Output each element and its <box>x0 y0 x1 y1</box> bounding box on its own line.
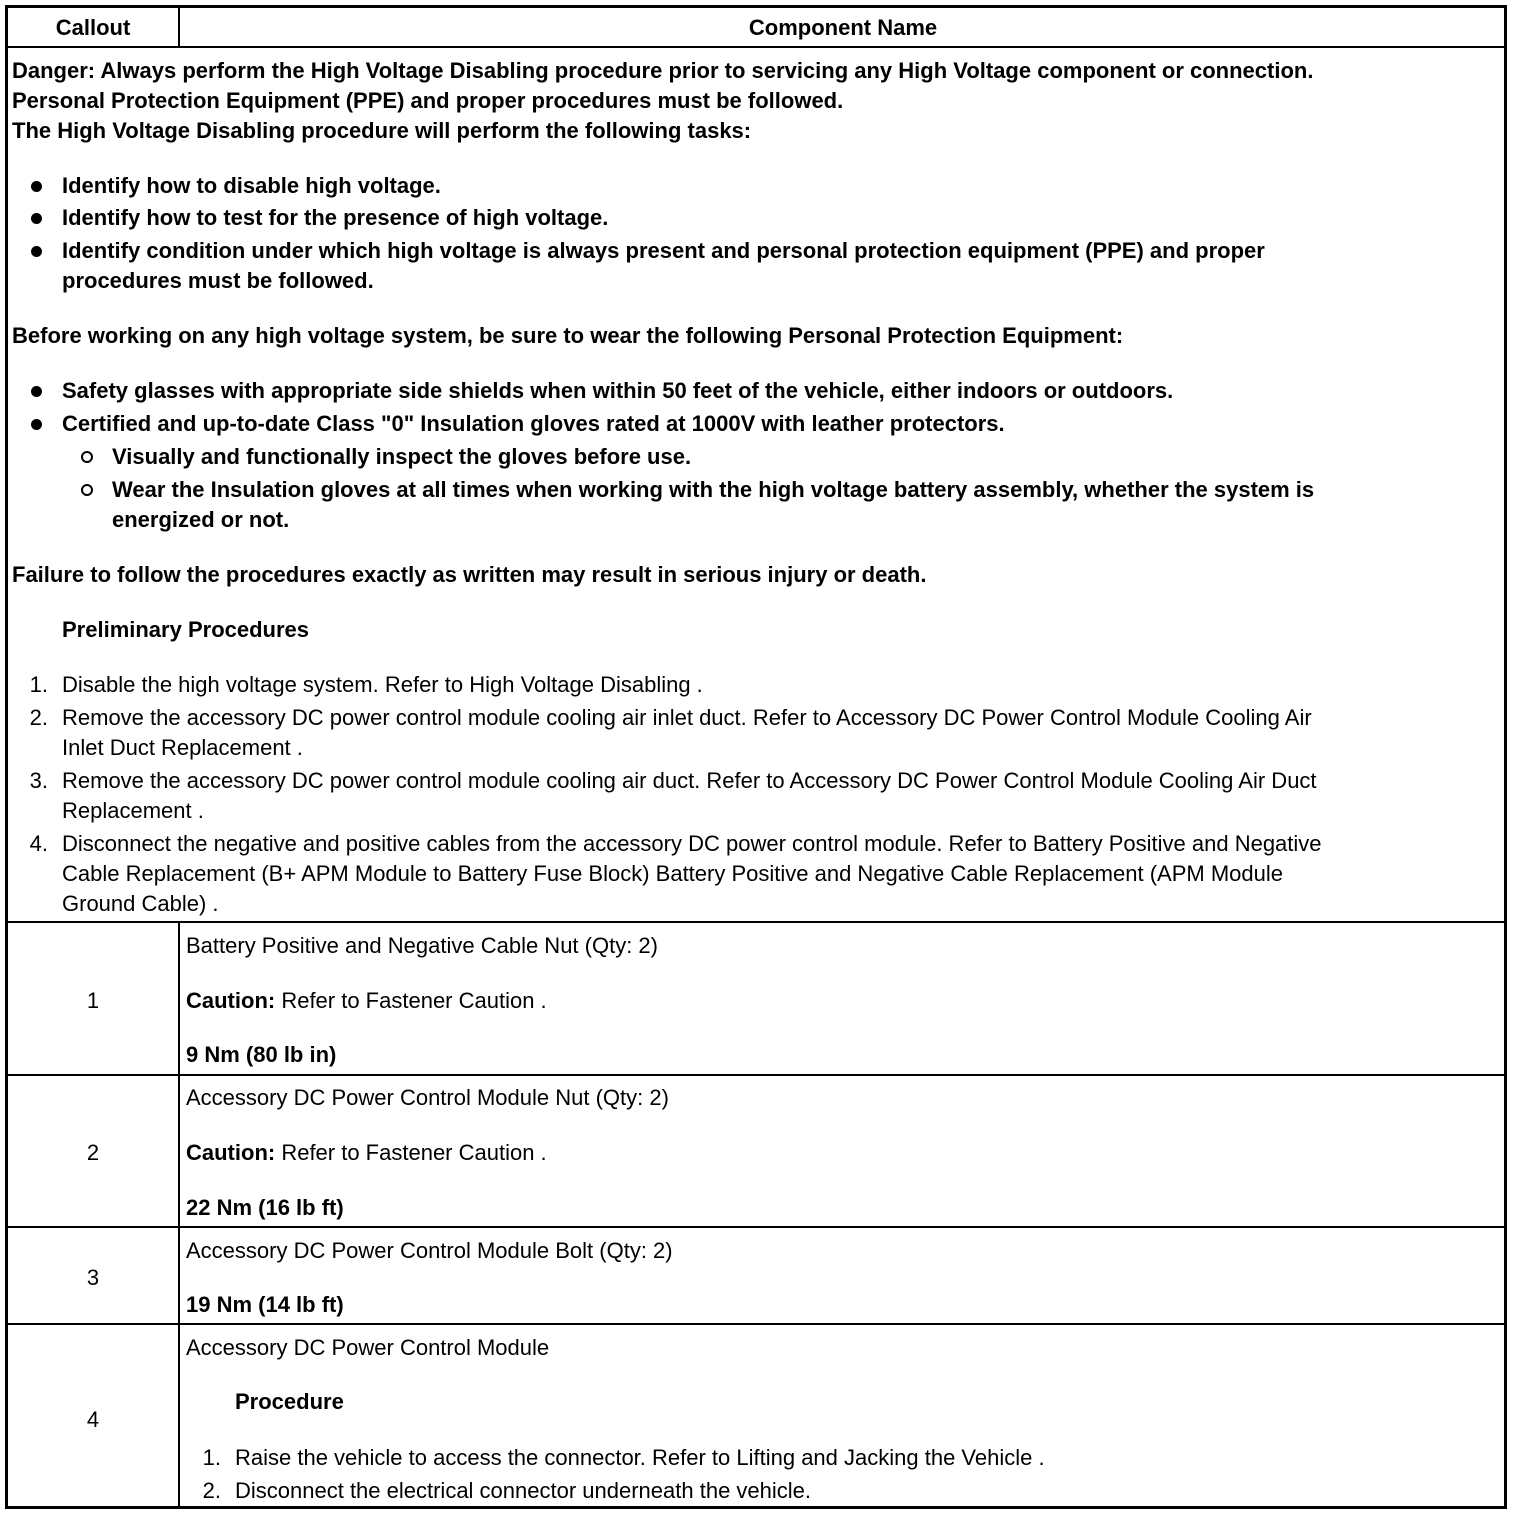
danger-line: The High Voltage Disabling procedure will perform the following tasks: <box>12 118 752 143</box>
bullet-icon <box>31 246 42 257</box>
step-number: 1. <box>29 672 48 697</box>
header-component-name: Component Name <box>748 15 938 40</box>
danger-line: Danger: Always perform the High Voltage Disabling procedure prior to servicing any High Voltage component or connection. <box>12 58 1314 83</box>
header-divider <box>8 46 1504 48</box>
callout-number: 4 <box>86 1407 100 1432</box>
caution-text: Refer to Fastener Caution . <box>275 1140 547 1165</box>
failure-warning: Failure to follow the procedures exactly as written may result in serious injury or death. <box>12 562 927 587</box>
preliminary-heading: Preliminary Procedures <box>62 617 310 642</box>
preamble-divider <box>8 921 1504 923</box>
step-text: Cable Replacement (B+ APM Module to Battery Fuse Block) Battery Positive and Negative Cable Replacement (APM Module <box>62 861 1283 886</box>
sub-bullet-icon <box>81 451 93 463</box>
row-2-divider <box>8 1226 1504 1228</box>
bullet-icon <box>31 181 42 192</box>
caution-text: Refer to Fastener Caution . <box>275 988 547 1013</box>
sub-list-item: Visually and functionally inspect the gloves before use. <box>112 444 692 469</box>
step-number: 3. <box>29 768 48 793</box>
caution-note <box>186 986 547 1016</box>
step-number: 1. <box>202 1445 221 1470</box>
step-text: Disconnect the negative and positive cables from the accessory DC power control module. Refer to Battery Positive and Negative <box>62 831 1322 856</box>
step-text: Raise the vehicle to access the connector. Refer to Lifting and Jacking the Vehicle . <box>235 1445 1045 1470</box>
step-text: Disable the high voltage system. Refer to High Voltage Disabling . <box>62 672 703 697</box>
sub-list-item: Wear the Insulation gloves at all times when working with the high voltage battery assembly, whether the system is <box>112 477 1315 502</box>
list-item: Identify condition under which high voltage is always present and personal protection equipment (PPE) and proper <box>62 238 1265 263</box>
danger-line: Personal Protection Equipment (PPE) and proper procedures must be followed. <box>12 88 844 113</box>
caution-note <box>186 1138 547 1168</box>
callout-number: 3 <box>86 1265 100 1290</box>
rows-column-divider <box>178 921 180 1508</box>
ppe-intro: Before working on any high voltage system, be sure to wear the following Personal Protection Equipment: <box>12 323 1124 348</box>
component-name: Accessory DC Power Control Module Bolt (Qty: 2) <box>186 1238 673 1263</box>
step-number: 2. <box>29 705 48 730</box>
header-callout: Callout <box>55 15 131 40</box>
torque-spec: 22 Nm (16 lb ft) <box>186 1195 344 1220</box>
sub-bullet-icon <box>81 484 93 496</box>
list-item: Identify how to test for the presence of high voltage. <box>62 205 609 230</box>
component-name: Battery Positive and Negative Cable Nut (Qty: 2) <box>186 933 658 958</box>
row-1-divider <box>8 1074 1504 1076</box>
step-text: Inlet Duct Replacement . <box>62 735 303 760</box>
step-number: 4. <box>29 831 48 856</box>
step-number: 2. <box>202 1478 221 1503</box>
component-name: Accessory DC Power Control Module Nut (Qty: 2) <box>186 1085 669 1110</box>
procedure-heading: Procedure <box>235 1389 344 1414</box>
step-text: Replacement . <box>62 798 204 823</box>
caution-label: Caution: <box>186 1140 276 1165</box>
step-text: Remove the accessory DC power control module cooling air inlet duct. Refer to Accessory DC Power Control Module Cooling Air <box>62 705 1312 730</box>
sub-list-item-continuation: energized or not. <box>112 507 290 532</box>
torque-spec: 9 Nm (80 lb in) <box>186 1042 337 1067</box>
caution-label: Caution: <box>186 988 276 1013</box>
list-item-continuation: procedures must be followed. <box>62 268 374 293</box>
list-item: Safety glasses with appropriate side shields when within 50 feet of the vehicle, either indoors or outdoors. <box>62 378 1174 403</box>
list-item: Certified and up-to-date Class "0" Insulation gloves rated at 1000V with leather protectors. <box>62 411 1005 436</box>
callout-number: 1 <box>86 988 100 1013</box>
bullet-icon <box>31 386 42 397</box>
bullet-icon <box>31 419 42 430</box>
step-text: Disconnect the electrical connector underneath the vehicle. <box>235 1478 812 1503</box>
torque-spec: 19 Nm (14 lb ft) <box>186 1292 344 1317</box>
list-item: Identify how to disable high voltage. <box>62 173 441 198</box>
step-text: Remove the accessory DC power control module cooling air duct. Refer to Accessory DC Power Control Module Cooling Air Duct <box>62 768 1317 793</box>
row-3-divider <box>8 1323 1504 1325</box>
component-name: Accessory DC Power Control Module <box>186 1335 550 1360</box>
callout-number: 2 <box>86 1140 100 1165</box>
bullet-icon <box>31 213 42 224</box>
step-text: Ground Cable) . <box>62 891 219 916</box>
